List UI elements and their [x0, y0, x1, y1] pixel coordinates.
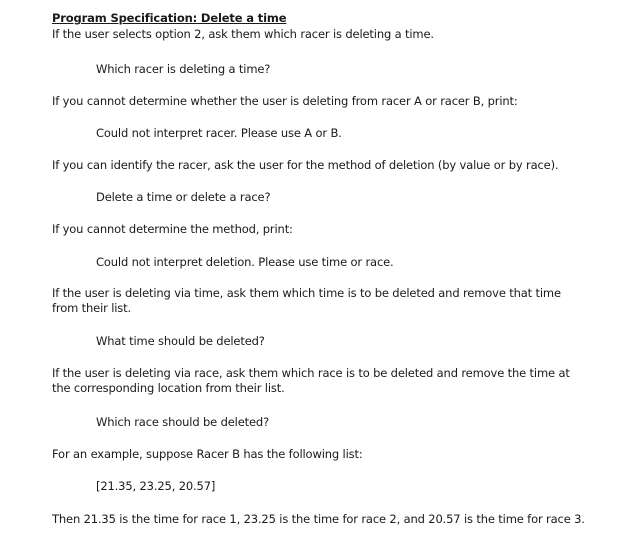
paragraph-method-of-deletion: If you can identify the racer, ask the user for the method of deletion (by value or by race).	[52, 158, 559, 172]
spec-title: Program Specification: Delete a time	[52, 11, 287, 25]
paragraph-option-2: If the user selects option 2, ask them which racer is deleting a time.	[52, 27, 434, 41]
message-invalid-deletion: Could not interpret deletion. Please use time or race.	[96, 255, 394, 269]
prompt-which-time: What time should be deleted?	[96, 334, 265, 348]
example-list: [21.35, 23.25, 20.57]	[96, 479, 216, 493]
paragraph-method-unknown: If you cannot determine the method, print:	[52, 222, 293, 236]
paragraph-delete-via-time: If the user is deleting via time, ask them which time is to be deleted and remove that time from their list.	[52, 286, 561, 315]
paragraph-delete-via-race: If the user is deleting via race, ask them which race is to be deleted and remove the time at the corresponding location from their list.	[52, 366, 570, 395]
message-invalid-racer: Could not interpret racer. Please use A or B.	[96, 126, 342, 140]
prompt-which-racer: Which racer is deleting a time?	[96, 62, 271, 76]
paragraph-racer-unknown: If you cannot determine whether the user is deleting from racer A or racer B, print:	[52, 94, 518, 108]
paragraph-example-intro: For an example, suppose Racer B has the following list:	[52, 447, 363, 461]
prompt-delete-method: Delete a time or delete a race?	[96, 190, 271, 204]
paragraph-example-explanation: Then 21.35 is the time for race 1, 23.25 is the time for race 2, and 20.57 is the time for race 3.	[52, 512, 585, 526]
prompt-which-race: Which race should be deleted?	[96, 415, 270, 429]
